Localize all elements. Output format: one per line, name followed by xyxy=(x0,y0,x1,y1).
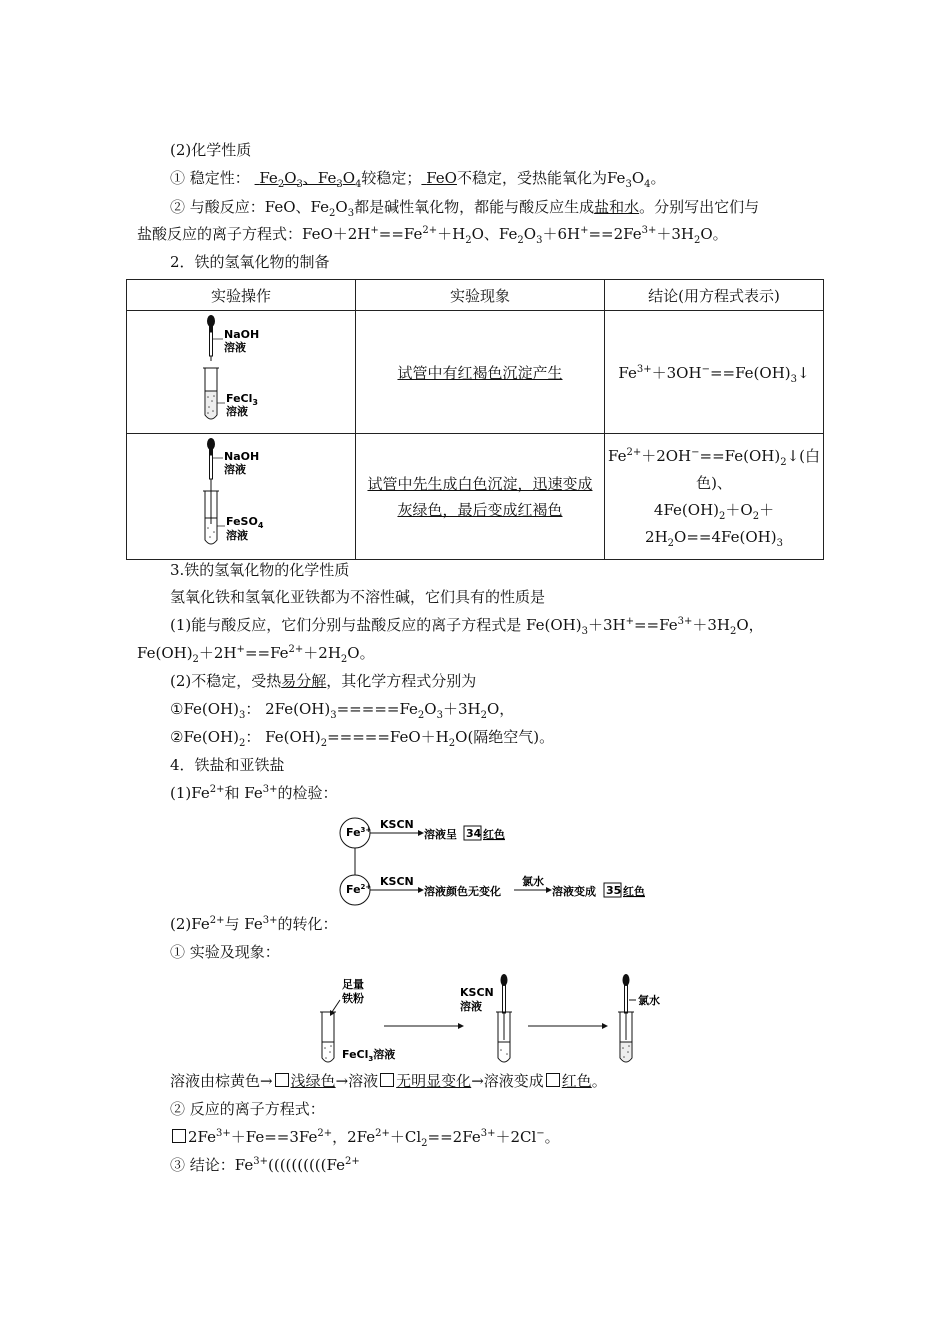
header-operation: 实验操作 xyxy=(127,280,356,311)
iron-powder-label: 足量 xyxy=(342,978,364,991)
experiment-table xyxy=(126,279,824,560)
solution-label: 溶液 xyxy=(224,462,246,476)
detection-diagram xyxy=(338,814,658,910)
color-change-line: 溶液由棕黄色→ 浅绿色→溶液 无明显变化→溶液变成 红色。 xyxy=(170,1072,607,1090)
acid-reaction-line: ② 与酸反应：FeO、$Fe_2O_3$都是碱性氧化物，都能与酸反应生成盐和水。分别写出它们与 xyxy=(170,198,760,219)
header-phenomenon: 实验现象 xyxy=(356,280,605,311)
test-tube-dropper-diagram xyxy=(181,436,301,554)
result-text: 溶液变成 xyxy=(552,885,596,898)
section-title-chemical-properties: (2)化学性质 xyxy=(170,141,252,159)
acid-equation-line: 盐酸反应的离子方程式：$FeO+2H^+==Fe^{2+}+H_2O$、$Fe_2O_3+6H^+==2Fe^{3+}+3H_2O$。 xyxy=(137,225,728,246)
paragraph: 氢氧化铁和氢氧化亚铁都为不溶性碱，它们具有的性质是 xyxy=(170,588,546,606)
answer-box xyxy=(172,1129,186,1143)
iron-powder-label: 铁粉 xyxy=(342,992,364,1005)
solution-label: 溶液 xyxy=(226,404,248,418)
heading-hydroxide-prep: 2．铁的氢氧化物的制备 xyxy=(170,253,330,271)
answer-box xyxy=(275,1073,289,1087)
kscn-label: KSCN xyxy=(460,986,494,999)
apparatus-cell-feso4 xyxy=(127,434,356,560)
ionic-equation-line: $2Fe^{3+}+Fe==3Fe^{2+}$，$2Fe^{2+}+Cl_2==2Fe^{3+}+2Cl^-$。 xyxy=(170,1127,560,1147)
solution-label: 溶液 xyxy=(460,1000,482,1013)
table-row xyxy=(127,311,824,434)
fecl3-label: FeCl$_3$ xyxy=(226,391,258,407)
detection-title: $(1)Fe^{2+}$和 $Fe^{3+}$的检验： xyxy=(170,784,338,802)
conclusion-cell: $Fe^{3+}+3OH^-==Fe(OH)_3↓$ xyxy=(605,311,824,434)
solution-label: 溶液 xyxy=(226,528,248,542)
result-text: 溶液颜色无变化 xyxy=(424,885,501,898)
chlorine-water-label: 氯水 xyxy=(522,875,544,888)
fe3-ion-label: $Fe^{3+}$ xyxy=(346,826,372,839)
equation-fe-oh-2: $②Fe(OH)_2$： $Fe(OH)_2=====FeO+H_2O$(隔绝空气)。 xyxy=(170,728,555,749)
naoh-label: NaOH xyxy=(224,327,260,341)
stability-line: ① 稳定性： $Fe_2O_3$、$Fe_3O_4$较稳定； FeO不稳定，受热能氧化为$Fe_3O_4$。 xyxy=(170,169,666,190)
solution-label: 溶液 xyxy=(224,340,246,354)
heading-iron-salts: 4．铁盐和亚铁盐 xyxy=(170,756,285,774)
apparatus-cell-fecl3 xyxy=(127,311,356,434)
heading-hydroxide-chem: 3.铁的氢氧化物的化学性质 xyxy=(170,561,350,579)
kscn-reagent-label: KSCN xyxy=(380,818,414,831)
conversion-experiment-diagram xyxy=(312,970,692,1070)
red-color-label: 红色 xyxy=(623,885,645,898)
phenomenon-cell: 试管中先生成白色沉淀，迅速变成灰绿色，最后变成红褐色 xyxy=(356,434,605,560)
conclusion-line: ③ 结论：$Fe^{3+}((((((((((Fe^{2+}$ xyxy=(170,1156,360,1174)
phenomenon-cell: 试管中有红褐色沉淀产生 xyxy=(356,311,605,434)
acid-reaction-line: (1)能与酸反应，它们分别与盐酸反应的离子方程式是 $Fe(OH)_3+3H^+==Fe^{3+}+3H_2O$， xyxy=(170,616,764,637)
kscn-reagent-label: KSCN xyxy=(380,875,414,888)
test-tube-dropper-diagram xyxy=(181,313,301,428)
naoh-label: NaOH xyxy=(224,449,260,463)
red-color-label: 红色 xyxy=(483,828,505,841)
result-text: 溶液呈 xyxy=(424,828,457,841)
equation-fe-oh-3: $①Fe(OH)_3$： $2Fe(OH)_3=====Fe_2O_3+3H_2O$， xyxy=(170,700,515,721)
chlorine-water-label: 氯水 xyxy=(638,994,660,1007)
acid-reaction-line-2: $Fe(OH)_2+2H^+==Fe^{2+}+2H_2O$。 xyxy=(137,644,375,665)
table-row xyxy=(127,434,824,560)
answer-box xyxy=(380,1073,394,1087)
answer-box xyxy=(546,1073,560,1087)
number-label: 35 xyxy=(606,884,622,897)
conversion-title: $(2)Fe^{2+}$与 $Fe^{3+}$的转化： xyxy=(170,915,338,933)
ionic-equation-title: ② 反应的离子方程式： xyxy=(170,1100,325,1118)
number-label: 34 xyxy=(466,827,482,840)
fe2-ion-label: $Fe^{2+}$ xyxy=(346,883,372,896)
table-header-row xyxy=(127,280,824,311)
conclusion-cell: $Fe^{2+}+2OH^-==Fe(OH)_2↓$(白 色)、 $4Fe(OH)_2+O_2+$ $2H_2O==4Fe(OH)_3$ xyxy=(605,434,824,560)
feso4-label: FeSO$_4$ xyxy=(226,514,264,530)
header-conclusion: 结论(用方程式表示) xyxy=(605,280,824,311)
fecl3-solution-label: FeCl$_3$溶液 xyxy=(342,1048,396,1063)
decomposition-line: (2)不稳定，受热易分解，其化学方程式分别为 xyxy=(170,672,477,690)
experiment-subtitle: ① 实验及现象： xyxy=(170,943,280,961)
